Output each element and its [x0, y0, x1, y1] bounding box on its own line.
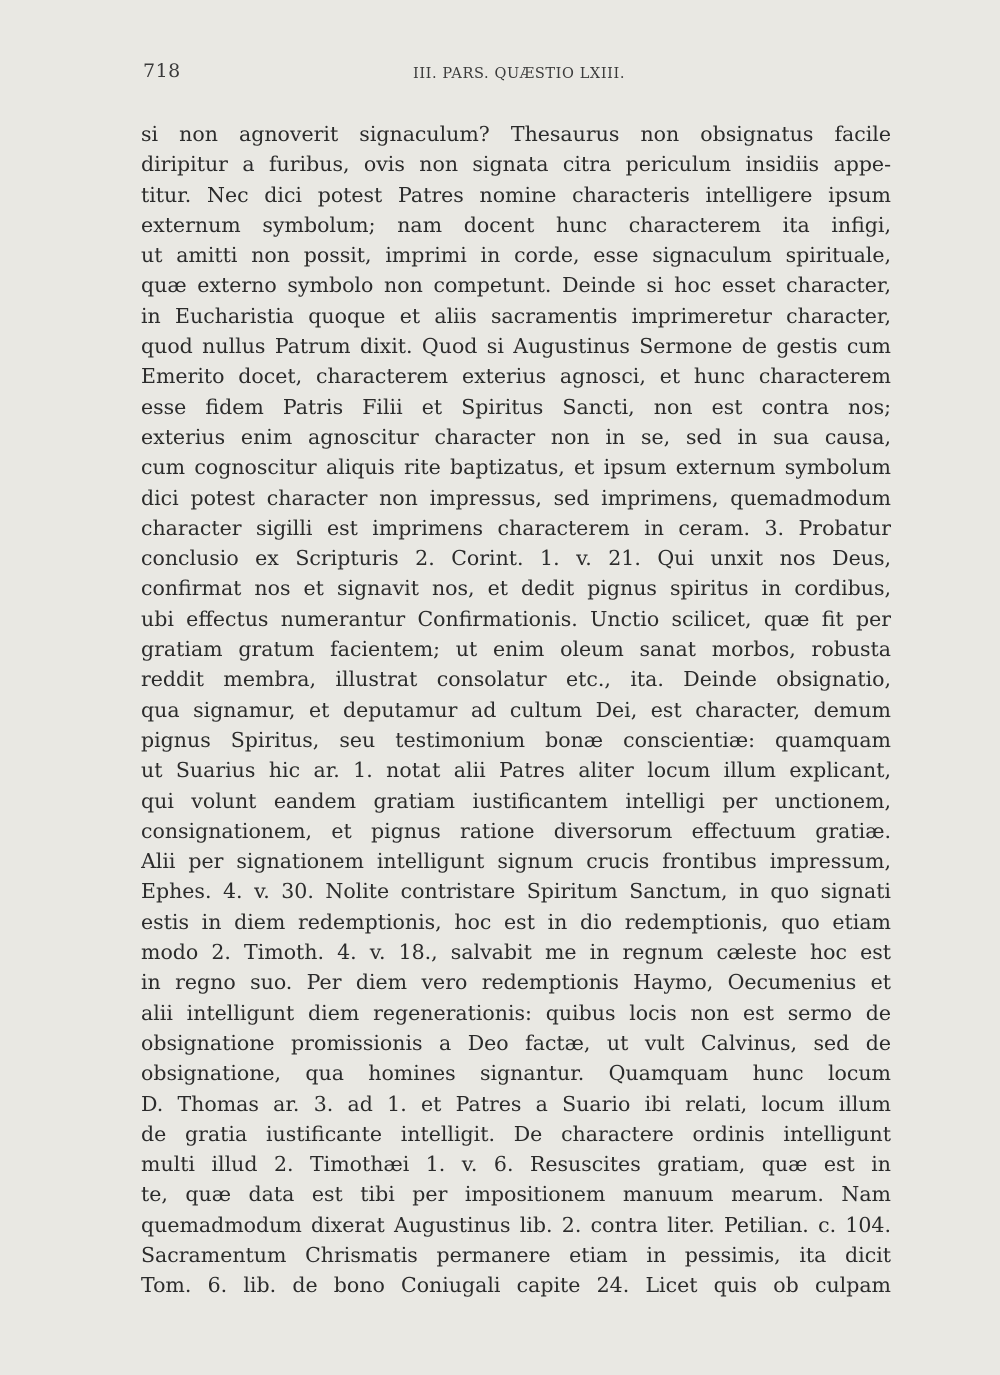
text-line: estis in diem redemptionis, hoc est in dio redemptionis, quo etiam — [141, 909, 891, 934]
running-head: III. PARS. QUÆSTIO LXIII. — [413, 66, 626, 82]
text-line: confirmat nos et signavit nos, et dedit pignus spiritus in cordibus, — [141, 576, 891, 601]
text-line: ubi effectus numerantur Confirmationis. Unctio scilicet, quæ fit per — [141, 606, 891, 631]
text-line: pignus Spiritus, seu testimonium bonæ conscientiæ: quamquam — [141, 727, 891, 752]
text-line: ut Suarius hic ar. 1. notat alii Patres aliter locum illum explicant, — [141, 758, 891, 783]
text-line: Tom. 6. lib. de bono Coniugali capite 24. Licet quis ob culpam — [141, 1273, 891, 1298]
text-line: esse fidem Patris Filii et Spiritus Sancti, non est contra nos; — [141, 394, 891, 419]
text-line: quemadmodum dixerat Augustinus lib. 2. contra liter. Petilian. c. 104. — [141, 1212, 891, 1237]
text-line: si non agnoverit signaculum? Thesaurus non obsignatus facile — [141, 122, 891, 146]
text-line: de gratia iustificante intelligit. De charactere ordinis intelligunt — [141, 1121, 891, 1146]
text-line: gratiam gratum facientem; ut enim oleum sanat morbos, robusta — [141, 637, 891, 662]
text-line: obsignatione, qua homines signantur. Quamquam hunc locum — [141, 1061, 891, 1086]
page-number: 718 — [143, 60, 181, 82]
text-line: Emerito docet, characterem exterius agnosci, et hunc characterem — [141, 364, 891, 389]
text-line: multi illud 2. Timothæi 1. v. 6. Resuscites gratiam, quæ est in — [141, 1152, 891, 1177]
text-line: qua signamur, et deputamur ad cultum Dei, est character, demum — [141, 697, 891, 722]
text-line: in Eucharistia quoque et aliis sacramentis imprimeretur character, — [141, 303, 891, 328]
text-line: te, quæ data est tibi per impositionem manuum mearum. Nam — [141, 1182, 891, 1207]
text-line: in regno suo. Per diem vero redemptionis Haymo, Oecumenius et — [141, 970, 891, 995]
text-line: Alii per signationem intelligunt signum crucis frontibus impressum, — [141, 849, 891, 874]
text-line: diripitur a furibus, ovis non signata citra periculum insidiis appe- — [141, 152, 891, 177]
text-line: conclusio ex Scripturis 2. Corint. 1. v. 21. Qui unxit nos Deus, — [141, 546, 891, 571]
text-line: modo 2. Timoth. 4. v. 18., salvabit me in regnum cæleste hoc est — [141, 940, 891, 965]
text-line: titur. Nec dici potest Patres nomine characteris intelligere ipsum — [141, 182, 891, 207]
text-line: alii intelligunt diem regenerationis: quibus locis non est sermo de — [141, 1000, 891, 1025]
page-header — [143, 60, 888, 90]
text-line: consignationem, et pignus ratione diversorum effectuum gratiæ. — [141, 818, 891, 843]
text-line: quæ externo symbolo non competunt. Deinde si hoc esset character, — [141, 273, 891, 298]
text-line: externum symbolum; nam docent hunc characterem ita infigi, — [141, 212, 891, 237]
text-line: dici potest character non impressus, sed imprimens, quemadmodum — [141, 485, 891, 510]
text-line: Ephes. 4. v. 30. Nolite contristare Spiritum Sanctum, in quo signati — [141, 879, 891, 904]
body-text — [141, 119, 891, 1301]
text-line: Sacramentum Chrismatis permanere etiam in pessimis, ita dicit — [141, 1242, 891, 1267]
text-line: character sigilli est imprimens characterem in ceram. 3. Probatur — [141, 515, 891, 540]
text-line: qui volunt eandem gratiam iustificantem intelligi per unctionem, — [141, 788, 891, 813]
text-line: D. Thomas ar. 3. ad 1. et Patres a Suario ibi relati, locum illum — [141, 1091, 891, 1116]
text-line: cum cognoscitur aliquis rite baptizatus, et ipsum externum symbolum — [141, 455, 891, 480]
text-line: reddit membra, illustrat consolatur etc., ita. Deinde obsignatio, — [141, 667, 891, 692]
text-line: ut amitti non possit, imprimi in corde, esse signaculum spirituale, — [141, 243, 891, 268]
text-line: exterius enim agnoscitur character non in se, sed in sua causa, — [141, 424, 891, 449]
text-line: obsignatione promissionis a Deo factæ, ut vult Calvinus, sed de — [141, 1030, 891, 1055]
text-line: quod nullus Patrum dixit. Quod si Augustinus Sermone de gestis cum — [141, 334, 891, 359]
